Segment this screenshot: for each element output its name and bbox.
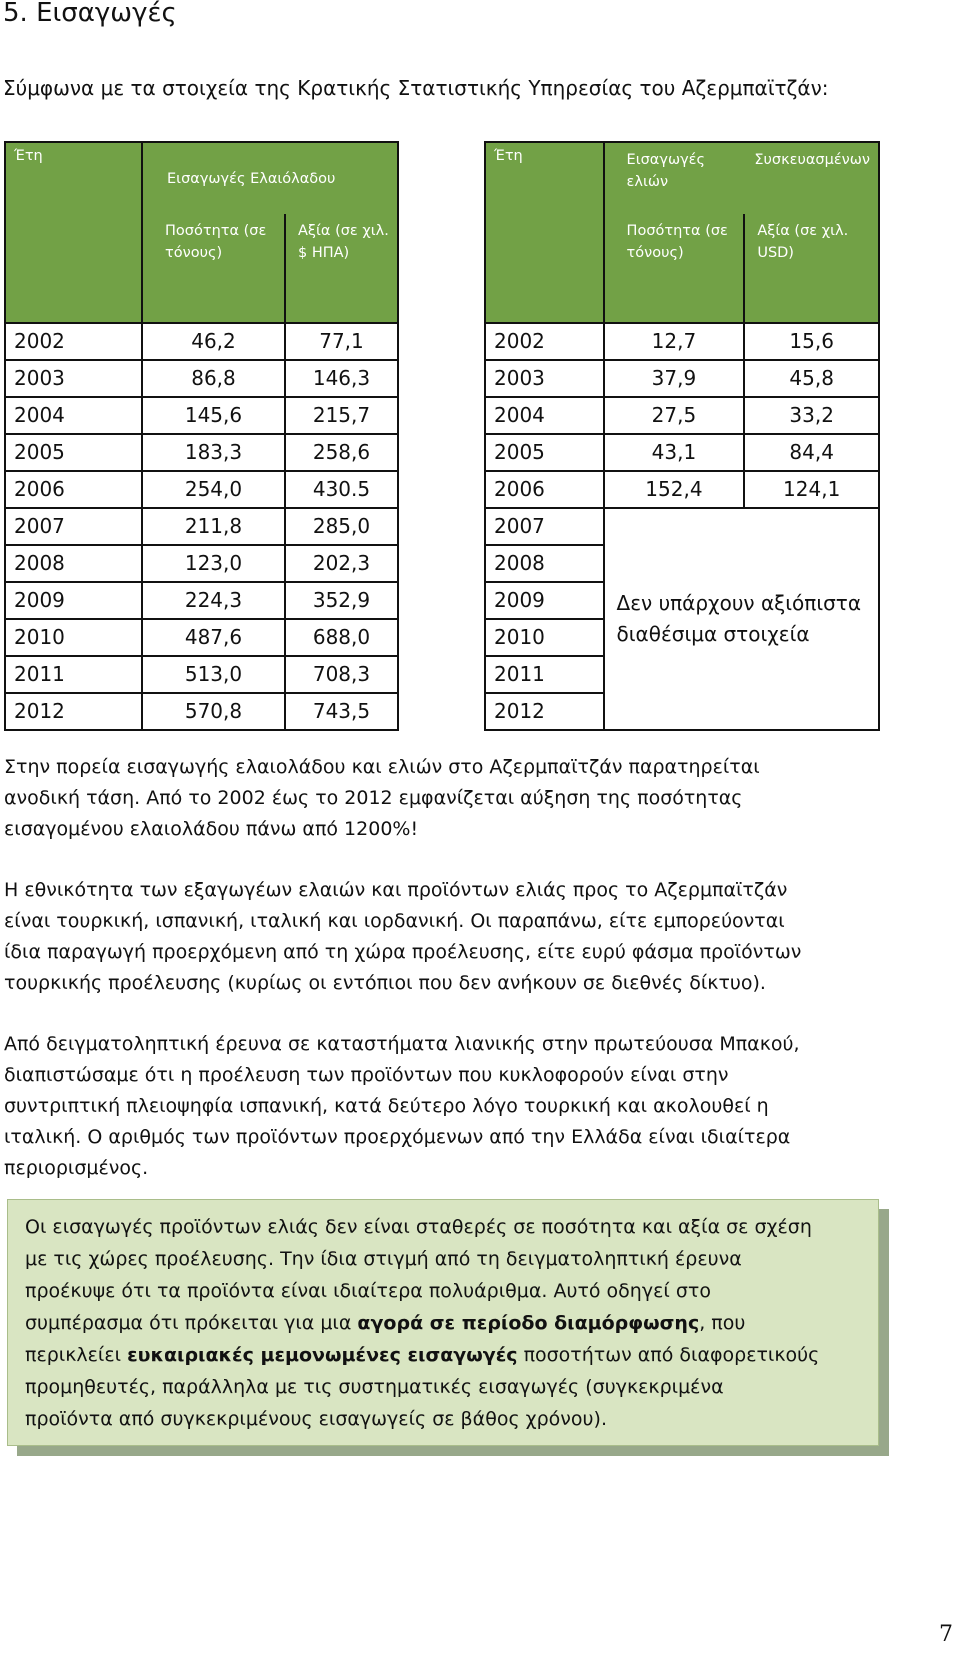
year-cell: 2011 <box>5 656 142 693</box>
table-row <box>485 360 879 397</box>
year-cell: 2005 <box>485 434 604 471</box>
text-line: περιορισμένος. <box>4 1157 149 1179</box>
callout-line <box>25 1339 860 1371</box>
value-cell: 215,7 <box>285 397 398 434</box>
table-row <box>5 434 398 471</box>
page-number: 7 <box>939 1622 953 1647</box>
year-cell: 2006 <box>485 471 604 508</box>
table-row <box>5 360 398 397</box>
year-cell: 2009 <box>5 582 142 619</box>
value-cell: 352,9 <box>285 582 398 619</box>
callout-text-segment: περικλείει <box>25 1344 128 1366</box>
table-header-group-left: Εισαγωγές ελιών <box>604 142 745 214</box>
table-row <box>5 323 398 360</box>
table-header-group-right: Συσκευασμένων <box>744 142 879 214</box>
quantity-cell: 123,0 <box>142 545 285 582</box>
callout-line: Οι εισαγωγές προϊόντων ελιάς δεν είναι σταθερές σε ποσότητα και αξία σε σχέση <box>25 1216 812 1238</box>
quantity-cell: 211,8 <box>142 508 285 545</box>
quantity-cell: 37,9 <box>604 360 745 397</box>
callout-line: προϊόντα από συγκεκριμένους εισαγωγείς σε βάθος χρόνου). <box>25 1408 607 1430</box>
year-cell: 2011 <box>485 656 604 693</box>
table-row <box>485 397 879 434</box>
table-row <box>5 545 398 582</box>
year-cell: 2007 <box>485 508 604 545</box>
quantity-cell: 145,6 <box>142 397 285 434</box>
value-cell: 430.5 <box>285 471 398 508</box>
paragraph-trend <box>4 752 884 845</box>
year-cell: 2005 <box>5 434 142 471</box>
year-cell: 2003 <box>485 360 604 397</box>
year-cell: 2010 <box>5 619 142 656</box>
callout-text-segment: , που <box>699 1312 746 1334</box>
callout-text <box>25 1211 860 1435</box>
text-line: ανοδική τάση. Από το 2002 έως το 2012 εμφανίζεται αύξηση της ποσότητας <box>4 787 743 809</box>
callout-line: προέκυψε ότι τα προϊόντα είναι ιδιαίτερα πολυάριθμα. Αυτό οδηγεί στο <box>25 1280 711 1302</box>
value-cell: 202,3 <box>285 545 398 582</box>
text-line: είναι τουρκική, ισπανική, ιταλική και ιορδανική. Οι παραπάνω, είτε εμπορεύονται <box>4 910 785 932</box>
quantity-cell: 43,1 <box>604 434 745 471</box>
text-line: διαπιστώσαμε ότι η προέλευση των προϊόντων που κυκλοφορούν είναι στην <box>4 1064 729 1086</box>
table-row <box>485 471 879 508</box>
section-heading: 5. Εισαγωγές <box>3 0 177 28</box>
table-header-value: Αξία (σε χιλ. USD) <box>744 214 879 323</box>
value-cell: 258,6 <box>285 434 398 471</box>
value-cell: 285,0 <box>285 508 398 545</box>
year-cell: 2007 <box>5 508 142 545</box>
quantity-cell: 513,0 <box>142 656 285 693</box>
year-cell: 2009 <box>485 582 604 619</box>
table-row <box>5 508 398 545</box>
value-cell: 146,3 <box>285 360 398 397</box>
intro-text: Σύμφωνα με τα στοιχεία της Κρατικής Στατιστικής Υπηρεσίας του Αζερμπαϊτζάν: <box>3 76 829 100</box>
quantity-cell: 27,5 <box>604 397 745 434</box>
text-line: εισαγομένου ελαιολάδου πάνω από 1200%! <box>4 818 419 840</box>
callout-emphasis: αγορά σε περίοδο διαμόρφωσης <box>357 1312 700 1334</box>
year-cell: 2004 <box>485 397 604 434</box>
callout-line: με τις χώρες προέλευσης. Την ίδια στιγμή από τη δειγματοληπτική έρευνα <box>25 1248 742 1270</box>
table-header-quantity: Ποσότητα (σε τόνους) <box>604 214 745 323</box>
text-line: Στην πορεία εισαγωγής ελαιολάδου και ελιών στο Αζερμπαϊτζάν παρατηρείται <box>4 756 760 778</box>
value-cell: 45,8 <box>744 360 879 397</box>
callout-emphasis: ευκαιριακές μεμονωμένες εισαγωγές <box>127 1344 518 1366</box>
quantity-cell: 12,7 <box>604 323 745 360</box>
year-cell: 2006 <box>5 471 142 508</box>
year-cell: 2002 <box>485 323 604 360</box>
paragraph-survey <box>4 1029 884 1184</box>
callout-text-segment: ποσοτήτων από διαφορετικούς <box>517 1344 820 1366</box>
summary-callout-box <box>7 1199 879 1446</box>
quantity-cell: 46,2 <box>142 323 285 360</box>
year-cell: 2004 <box>5 397 142 434</box>
table-row <box>5 582 398 619</box>
paragraph-exporters <box>4 875 884 999</box>
value-cell: 77,1 <box>285 323 398 360</box>
text-line: Από δειγματοληπτική έρευνα σε καταστήματα λιανικής στην πρωτεύουσα Μπακού, <box>4 1033 800 1055</box>
year-cell: 2003 <box>5 360 142 397</box>
value-cell: 124,1 <box>744 471 879 508</box>
value-cell: 84,4 <box>744 434 879 471</box>
value-cell: 688,0 <box>285 619 398 656</box>
quantity-cell: 487,6 <box>142 619 285 656</box>
table-row <box>485 508 879 545</box>
quantity-cell: 152,4 <box>604 471 745 508</box>
text-line: ίδια παραγωγή προερχόμενη από τη χώρα προέλευσης, είτε ευρύ φάσμα προϊόντων <box>4 941 802 963</box>
year-cell: 2012 <box>485 693 604 730</box>
year-cell: 2008 <box>5 545 142 582</box>
value-cell: 33,2 <box>744 397 879 434</box>
table-row <box>5 693 398 730</box>
table-header-years: Έτη <box>5 142 142 323</box>
text-line: τουρκικής προέλευσης (κυρίως οι εντόπιοι που δεν ανήκουν σε διεθνές δίκτυο). <box>4 972 766 994</box>
year-cell: 2010 <box>485 619 604 656</box>
table-row <box>5 656 398 693</box>
no-data-note: Δεν υπάρχουν αξιόπιστα διαθέσιμα στοιχεία <box>604 508 879 730</box>
value-cell: 15,6 <box>744 323 879 360</box>
packaged-olives-imports-table <box>484 141 880 731</box>
value-cell: 743,5 <box>285 693 398 730</box>
text-line: συντριπτική πλειοψηφία ισπανική, κατά δεύτερο λόγο τουρκική και ακολουθεί η <box>4 1095 769 1117</box>
table-row <box>485 434 879 471</box>
table-header-group: Εισαγωγές Ελαιόλαδου <box>142 142 398 214</box>
year-cell: 2002 <box>5 323 142 360</box>
text-line: Η εθνικότητα των εξαγωγέων ελαιών και προϊόντων ελιάς προς το Αζερμπαϊτζάν <box>4 879 788 901</box>
quantity-cell: 254,0 <box>142 471 285 508</box>
quantity-cell: 224,3 <box>142 582 285 619</box>
callout-text-segment: συμπέρασμα ότι πρόκειται για μια <box>25 1312 358 1334</box>
olive-oil-imports-table <box>4 141 399 731</box>
text-line: ιταλική. Ο αριθμός των προϊόντων προερχόμενων από την Ελλάδα είναι ιδιαίτερα <box>4 1126 791 1148</box>
table-row <box>5 397 398 434</box>
table-header-quantity: Ποσότητα (σε τόνους) <box>142 214 285 323</box>
table-row <box>5 619 398 656</box>
table-row <box>485 323 879 360</box>
year-cell: 2008 <box>485 545 604 582</box>
value-cell: 708,3 <box>285 656 398 693</box>
year-cell: 2012 <box>5 693 142 730</box>
callout-line: προμηθευτές, παράλληλα με τις συστηματικές εισαγωγές (συγκεκριμένα <box>25 1376 724 1398</box>
table-row <box>5 471 398 508</box>
quantity-cell: 570,8 <box>142 693 285 730</box>
quantity-cell: 86,8 <box>142 360 285 397</box>
quantity-cell: 183,3 <box>142 434 285 471</box>
table-header-years: Έτη <box>485 142 604 323</box>
table-header-value: Αξία (σε χιλ. $ ΗΠΑ) <box>285 214 398 323</box>
callout-line <box>25 1307 860 1339</box>
